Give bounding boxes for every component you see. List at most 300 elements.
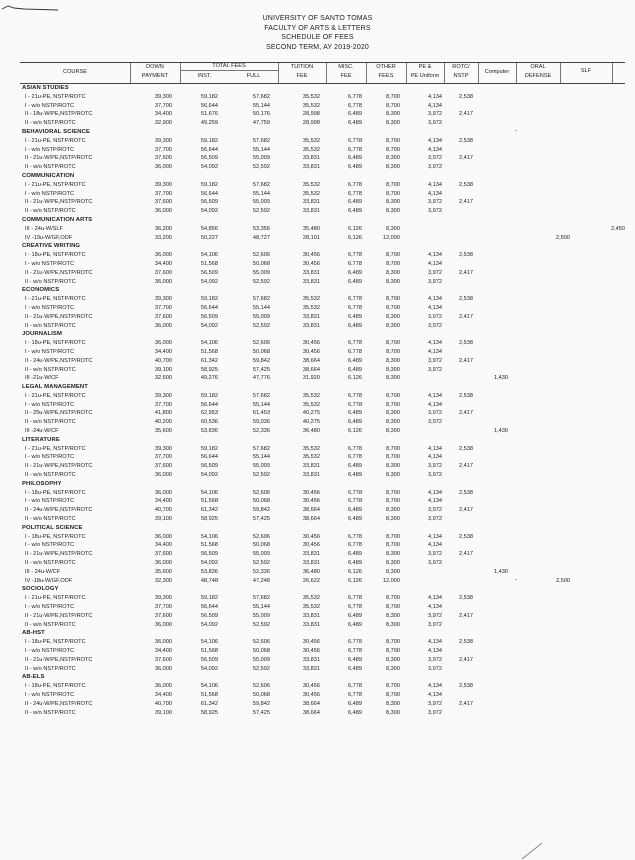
- table-row: [20, 418, 625, 427]
- tuition-fee-cell: 35,532: [302, 454, 320, 461]
- full-total-cell: 50,068: [252, 691, 270, 698]
- pe-uniform-cell: 3,972: [428, 199, 442, 206]
- pe-uniform-cell: 4,134: [428, 146, 442, 153]
- table-row: [20, 304, 625, 313]
- down-payment-cell: 36,000: [154, 340, 172, 347]
- misc-fee-cell: 6,778: [348, 691, 362, 698]
- installment-total-cell: 51,676: [200, 111, 218, 118]
- rotc-nstp-cell: 2,417: [459, 155, 473, 162]
- other-fees-cell: 8,300: [386, 700, 400, 707]
- course-cell: IV -19u-W/GF,ODF: [25, 234, 73, 241]
- full-total-cell: 55,009: [252, 155, 270, 162]
- section-heading: [20, 330, 625, 339]
- rotc-nstp-cell: 2,417: [459, 463, 473, 470]
- course-cell: II - w/o NSTP/ROTC: [25, 472, 76, 479]
- other-fees-cell: 8,300: [386, 419, 400, 426]
- installment-total-cell: 56,509: [200, 155, 218, 162]
- down-payment-cell: 37,600: [154, 463, 172, 470]
- other-fees-cell: 8,300: [386, 375, 400, 382]
- installment-total-cell: 56,509: [200, 199, 218, 206]
- installment-total-cell: 49,259: [200, 120, 218, 127]
- installment-total-cell: 54,106: [200, 683, 218, 690]
- other-fees-cell: 8,700: [386, 639, 400, 646]
- down-payment-cell: 34,400: [154, 691, 172, 698]
- full-total-cell: 52,592: [252, 164, 270, 171]
- full-total-cell: 52,592: [252, 665, 270, 672]
- col-inst: INST.: [197, 73, 212, 79]
- section-heading: [20, 242, 625, 251]
- other-fees-cell: 8,700: [386, 252, 400, 259]
- rotc-nstp-cell: 2,538: [459, 137, 473, 144]
- computer-fee-cell: 1,430: [494, 375, 508, 382]
- down-payment-cell: 39,300: [154, 392, 172, 399]
- pe-uniform-cell: 4,134: [428, 137, 442, 144]
- down-payment-cell: 37,600: [154, 313, 172, 320]
- down-payment-cell: 36,000: [154, 208, 172, 215]
- section-name: LEGAL MANAGEMENT: [22, 384, 88, 391]
- tuition-fee-cell: 30,456: [302, 691, 320, 698]
- course-cell: II - 24u-W/PE,NSTP/ROTC: [25, 700, 93, 707]
- down-payment-cell: 39,300: [154, 93, 172, 100]
- pe-uniform-cell: 4,134: [428, 648, 442, 654]
- rotc-nstp-cell: 2,417: [459, 313, 473, 320]
- installment-total-cell: 58,925: [200, 366, 218, 373]
- table-row: [20, 374, 625, 383]
- tuition-fee-cell: 38,664: [302, 357, 320, 364]
- installment-total-cell: 56,644: [200, 190, 218, 197]
- other-fees-cell: 8,700: [386, 392, 400, 399]
- down-payment-cell: 37,700: [154, 604, 172, 611]
- down-payment-cell: 32,600: [154, 375, 172, 382]
- table-row: [20, 550, 625, 559]
- misc-fee-cell: 6,778: [348, 489, 362, 496]
- full-total-cell: 50,068: [252, 542, 270, 549]
- tuition-fee-cell: 28,101: [302, 234, 320, 241]
- misc-fee-cell: 6,489: [348, 357, 362, 364]
- table-row: [20, 392, 625, 401]
- course-cell: II - w/o NSTP/ROTC: [25, 164, 76, 171]
- course-cell: II - w/o NSTP/ROTC: [25, 278, 76, 285]
- installment-total-cell: 59,182: [200, 137, 218, 144]
- full-total-cell: 52,606: [252, 340, 270, 347]
- rotc-nstp-cell: 2,538: [459, 296, 473, 303]
- pe-uniform-cell: 3,972: [428, 278, 442, 285]
- tuition-fee-cell: 33,831: [302, 612, 320, 619]
- course-cell: II - 21u-W/PE,NSTP/ROTC: [25, 551, 93, 558]
- installment-total-cell: 54,106: [200, 639, 218, 646]
- pe-uniform-cell: 3,972: [428, 208, 442, 215]
- tuition-fee-cell: 33,831: [302, 551, 320, 558]
- installment-total-cell: 62,953: [200, 410, 218, 417]
- faculty-name: FACULTY OF ARTS & LETTERS: [264, 24, 371, 32]
- course-cell: I - 21u-PE, NSTP/ROTC: [25, 137, 86, 144]
- other-fees-cell: 8,700: [386, 181, 400, 188]
- tuition-fee-cell: 30,456: [302, 683, 320, 690]
- installment-total-cell: 54,092: [200, 322, 218, 329]
- full-total-cell: 52,592: [252, 621, 270, 628]
- other-fees-cell: 8,300: [386, 428, 400, 435]
- table-row: [20, 489, 625, 498]
- pe-uniform-cell: 4,134: [428, 296, 442, 303]
- tuition-fee-cell: 28,998: [302, 111, 320, 118]
- course-cell: I - 18u-PE, NSTP/ROTC: [25, 533, 86, 540]
- installment-total-cell: 49,276: [200, 375, 218, 382]
- full-total-cell: 48,727: [252, 234, 270, 241]
- full-total-cell: 52,592: [252, 278, 270, 285]
- down-payment-cell: 34,400: [154, 260, 172, 267]
- tuition-fee-cell: 33,831: [302, 560, 320, 567]
- rotc-nstp-cell: 2,417: [459, 656, 473, 663]
- other-fees-cell: 12,000: [382, 577, 400, 584]
- other-fees-cell: 8,300: [386, 507, 400, 514]
- table-row: [20, 445, 625, 454]
- installment-total-cell: 51,568: [200, 348, 218, 355]
- down-payment-cell: 36,000: [154, 252, 172, 259]
- table-row: [20, 225, 625, 234]
- down-payment-cell: 36,000: [154, 278, 172, 285]
- tuition-fee-cell: 35,532: [302, 93, 320, 100]
- table-row: [20, 190, 625, 199]
- course-cell: IV -18u-W/GF,ODF: [25, 577, 73, 584]
- installment-total-cell: 54,092: [200, 621, 218, 628]
- tuition-fee-cell: 33,831: [302, 269, 320, 276]
- misc-fee-cell: 6,778: [348, 401, 362, 408]
- pe-uniform-cell: 3,972: [428, 366, 442, 373]
- table-row: [20, 559, 625, 568]
- down-payment-cell: 37,600: [154, 612, 172, 619]
- other-fees-cell: 8,700: [386, 340, 400, 347]
- other-fees-cell: 8,300: [386, 366, 400, 373]
- misc-fee-cell: 6,489: [348, 111, 362, 118]
- other-fees-cell: 8,300: [386, 568, 400, 575]
- other-fees-cell: 8,300: [386, 665, 400, 672]
- installment-total-cell: 56,644: [200, 401, 218, 408]
- tuition-fee-cell: 35,532: [302, 304, 320, 311]
- course-cell: II - w/o NSTP/ROTC: [25, 665, 76, 672]
- course-cell: II - 24u-W/PE,NSTP/ROTC: [25, 357, 93, 364]
- down-payment-cell: 32,300: [154, 577, 172, 584]
- other-fees-cell: 8,300: [386, 560, 400, 567]
- course-cell: I - 21u-PE, NSTP/ROTC: [25, 445, 86, 452]
- installment-total-cell: 51,568: [200, 260, 218, 267]
- misc-fee-cell: 6,778: [348, 683, 362, 690]
- tuition-fee-cell: 35,532: [302, 445, 320, 452]
- course-cell: I - w/o NSTP/ROTC: [25, 304, 75, 311]
- pe-uniform-cell: 4,134: [428, 260, 442, 267]
- full-total-cell: 50,068: [252, 348, 270, 355]
- pe-uniform-cell: 3,972: [428, 700, 442, 707]
- installment-total-cell: 56,644: [200, 604, 218, 611]
- course-cell: II - w/o NSTP/ROTC: [25, 621, 76, 628]
- rotc-nstp-cell: 2,417: [459, 357, 473, 364]
- installment-total-cell: 50,227: [200, 234, 218, 241]
- down-payment-cell: 37,600: [154, 269, 172, 276]
- table-row: [20, 691, 625, 700]
- table-row: [20, 638, 625, 647]
- misc-fee-cell: 6,778: [348, 639, 362, 646]
- rotc-nstp-cell: 2,538: [459, 93, 473, 100]
- course-cell: I - w/o NSTP/ROTC: [25, 146, 75, 153]
- table-row: [20, 119, 625, 128]
- down-payment-cell: 39,300: [154, 181, 172, 188]
- misc-fee-cell: 6,489: [348, 208, 362, 215]
- tuition-fee-cell: 38,664: [302, 700, 320, 707]
- pe-uniform-cell: 3,972: [428, 560, 442, 567]
- pe-uniform-cell: 4,134: [428, 93, 442, 100]
- course-cell: I - w/o NSTP/ROTC: [25, 102, 75, 109]
- course-cell: I - w/o NSTP/ROTC: [25, 260, 75, 267]
- full-total-cell: 59,842: [252, 357, 270, 364]
- down-payment-cell: 34,400: [154, 111, 172, 118]
- slf-cell: 2,450: [611, 225, 625, 232]
- pe-uniform-cell: 3,972: [428, 621, 442, 628]
- full-total-cell: 47,776: [252, 375, 270, 382]
- tuition-fee-cell: 33,831: [302, 199, 320, 206]
- full-total-cell: 59,036: [252, 419, 270, 426]
- other-fees-cell: 8,700: [386, 348, 400, 355]
- misc-fee-cell: 6,489: [348, 551, 362, 558]
- document-header: [0, 14, 635, 52]
- section-name: PHILOSOPHY: [22, 480, 62, 487]
- pe-uniform-cell: 4,134: [428, 102, 442, 109]
- pe-uniform-cell: 4,134: [428, 639, 442, 646]
- table-row: [20, 260, 625, 269]
- col-rotc-1: ROTC/: [452, 64, 470, 70]
- misc-fee-cell: 6,778: [348, 296, 362, 303]
- pe-uniform-cell: 3,972: [428, 551, 442, 558]
- table-row: [20, 594, 625, 603]
- table-row: [20, 154, 625, 163]
- course-cell: I - w/o NSTP/ROTC: [25, 348, 75, 355]
- installment-total-cell: 56,509: [200, 463, 218, 470]
- section-heading: [20, 673, 625, 682]
- full-total-cell: 59,842: [252, 700, 270, 707]
- installment-total-cell: 56,644: [200, 304, 218, 311]
- section-heading: [20, 436, 625, 445]
- col-oral-1: ORAL: [530, 64, 546, 70]
- misc-fee-cell: 6,778: [348, 304, 362, 311]
- course-cell: II - 18u-W/PE,NSTP/ROTC: [25, 111, 93, 118]
- other-fees-cell: 8,300: [386, 208, 400, 215]
- misc-fee-cell: 6,126: [348, 428, 362, 435]
- down-payment-cell: 36,000: [154, 683, 172, 690]
- pe-uniform-cell: 4,134: [428, 595, 442, 602]
- dash-mark: -: [515, 128, 517, 134]
- course-cell: I - 18u-PE, NSTP/ROTC: [25, 489, 86, 496]
- course-cell: I - w/o NSTP/ROTC: [25, 691, 75, 698]
- down-payment-cell: 37,700: [154, 190, 172, 197]
- computer-fee-cell: 1,430: [494, 428, 508, 435]
- full-total-cell: 57,682: [252, 595, 270, 602]
- course-cell: II - w/o NSTP/ROTC: [25, 120, 76, 127]
- misc-fee-cell: 6,489: [348, 313, 362, 320]
- col-misc-1: MISC.: [338, 64, 354, 70]
- course-cell: II - w/o NSTP/ROTC: [25, 560, 76, 567]
- other-fees-cell: 8,300: [386, 709, 400, 716]
- col-rotc-2: NSTP: [453, 73, 469, 79]
- pe-uniform-cell: 4,134: [428, 683, 442, 690]
- down-payment-cell: 36,000: [154, 665, 172, 672]
- other-fees-cell: 8,300: [386, 621, 400, 628]
- installment-total-cell: 56,509: [200, 313, 218, 320]
- tuition-fee-cell: 30,456: [302, 648, 320, 654]
- full-total-cell: 57,425: [252, 709, 270, 716]
- installment-total-cell: 59,182: [200, 296, 218, 303]
- tuition-fee-cell: 35,532: [302, 181, 320, 188]
- table-row: [20, 541, 625, 550]
- course-cell: II - w/o NSTP/ROTC: [25, 709, 76, 716]
- tuition-fee-cell: 30,456: [302, 252, 320, 259]
- down-payment-cell: 39,300: [154, 296, 172, 303]
- rotc-nstp-cell: 2,417: [459, 410, 473, 417]
- course-cell: I - 18u-PE, NSTP/ROTC: [25, 252, 86, 259]
- installment-total-cell: 53,836: [200, 568, 218, 575]
- tuition-fee-cell: 30,456: [302, 533, 320, 540]
- installment-total-cell: 54,092: [200, 665, 218, 672]
- other-fees-cell: 8,700: [386, 489, 400, 496]
- fee-table-body: [20, 84, 625, 717]
- tuition-fee-cell: 33,831: [302, 472, 320, 479]
- full-total-cell: 57,682: [252, 296, 270, 303]
- misc-fee-cell: 6,489: [348, 656, 362, 663]
- rotc-nstp-cell: 2,538: [459, 639, 473, 646]
- tuition-fee-cell: 33,831: [302, 656, 320, 663]
- down-payment-cell: 40,700: [154, 357, 172, 364]
- down-payment-cell: 36,000: [154, 560, 172, 567]
- misc-fee-cell: 6,489: [348, 507, 362, 514]
- col-pe-2: PE Uniform: [410, 73, 440, 79]
- section-heading: [20, 84, 625, 93]
- down-payment-cell: 34,400: [154, 542, 172, 549]
- misc-fee-cell: 6,126: [348, 375, 362, 382]
- down-payment-cell: 37,700: [154, 454, 172, 461]
- pe-uniform-cell: 3,972: [428, 120, 442, 127]
- tuition-fee-cell: 30,456: [302, 489, 320, 496]
- pe-uniform-cell: 4,134: [428, 181, 442, 188]
- down-payment-cell: 39,100: [154, 709, 172, 716]
- installment-total-cell: 61,342: [200, 357, 218, 364]
- other-fees-cell: 8,700: [386, 683, 400, 690]
- misc-fee-cell: 6,778: [348, 498, 362, 505]
- tuition-fee-cell: 35,532: [302, 296, 320, 303]
- full-total-cell: 53,356: [252, 225, 270, 232]
- other-fees-cell: 8,300: [386, 155, 400, 162]
- table-row: [20, 682, 625, 691]
- course-cell: I - w/o NSTP/ROTC: [25, 454, 75, 461]
- misc-fee-cell: 6,489: [348, 560, 362, 567]
- tuition-fee-cell: 33,831: [302, 155, 320, 162]
- pe-uniform-cell: 4,134: [428, 604, 442, 611]
- table-row: [20, 453, 625, 462]
- table-row: [20, 137, 625, 146]
- pe-uniform-cell: 4,134: [428, 190, 442, 197]
- full-total-cell: 57,682: [252, 93, 270, 100]
- down-payment-cell: 36,000: [154, 472, 172, 479]
- full-total-cell: 52,336: [252, 568, 270, 575]
- rotc-nstp-cell: 2,417: [459, 700, 473, 707]
- pe-uniform-cell: 4,134: [428, 340, 442, 347]
- full-total-cell: 55,009: [252, 551, 270, 558]
- down-payment-cell: 37,700: [154, 304, 172, 311]
- misc-fee-cell: 6,489: [348, 665, 362, 672]
- installment-total-cell: 56,644: [200, 102, 218, 109]
- tuition-fee-cell: 30,456: [302, 498, 320, 505]
- university-name: UNIVERSITY OF SANTO TOMAS: [262, 15, 373, 22]
- other-fees-cell: 8,700: [386, 102, 400, 109]
- down-payment-cell: 37,700: [154, 401, 172, 408]
- installment-total-cell: 56,644: [200, 454, 218, 461]
- pe-uniform-cell: 3,972: [428, 269, 442, 276]
- down-payment-cell: 35,600: [154, 428, 172, 435]
- table-row: [20, 322, 625, 331]
- rotc-nstp-cell: 2,538: [459, 392, 473, 399]
- misc-fee-cell: 6,778: [348, 454, 362, 461]
- table-row: [20, 612, 625, 621]
- misc-fee-cell: 6,778: [348, 340, 362, 347]
- installment-total-cell: 59,182: [200, 392, 218, 399]
- pe-uniform-cell: 3,972: [428, 709, 442, 716]
- rotc-nstp-cell: 2,417: [459, 111, 473, 118]
- table-row: [20, 506, 625, 515]
- other-fees-cell: 8,700: [386, 93, 400, 100]
- down-payment-cell: 33,200: [154, 234, 172, 241]
- course-cell: I - 21u-PE, NSTP/ROTC: [25, 181, 86, 188]
- misc-fee-cell: 6,778: [348, 190, 362, 197]
- tuition-fee-cell: 33,831: [302, 164, 320, 171]
- table-row: [20, 198, 625, 207]
- tuition-fee-cell: 35,480: [302, 225, 320, 232]
- installment-total-cell: 51,568: [200, 542, 218, 549]
- course-cell: I - 21u-PE, NSTP/ROTC: [25, 595, 86, 602]
- rotc-nstp-cell: 2,417: [459, 507, 473, 514]
- section-heading: [20, 524, 625, 533]
- misc-fee-cell: 6,489: [348, 419, 362, 426]
- pe-uniform-cell: 3,972: [428, 155, 442, 162]
- pe-uniform-cell: 4,134: [428, 252, 442, 259]
- other-fees-cell: 8,300: [386, 199, 400, 206]
- down-payment-cell: 34,400: [154, 348, 172, 355]
- tuition-fee-cell: 40,275: [302, 410, 320, 417]
- full-total-cell: 57,682: [252, 181, 270, 188]
- full-total-cell: 61,453: [252, 410, 270, 417]
- pe-uniform-cell: 4,134: [428, 401, 442, 408]
- rotc-nstp-cell: 2,538: [459, 445, 473, 452]
- misc-fee-cell: 6,778: [348, 392, 362, 399]
- misc-fee-cell: 6,489: [348, 463, 362, 470]
- full-total-cell: 52,606: [252, 639, 270, 646]
- pe-uniform-cell: 3,972: [428, 410, 442, 417]
- misc-fee-cell: 6,126: [348, 225, 362, 232]
- table-row: [20, 647, 625, 656]
- course-cell: I - w/o NSTP/ROTC: [25, 542, 75, 549]
- misc-fee-cell: 6,489: [348, 199, 362, 206]
- pe-uniform-cell: 4,134: [428, 348, 442, 355]
- section-name: JOURNALISM: [22, 331, 62, 338]
- full-total-cell: 52,592: [252, 322, 270, 329]
- col-other-2: FEES: [378, 73, 394, 79]
- pen-mark: [520, 842, 544, 860]
- course-cell: II - 21u-W/PE,NSTP/ROTC: [25, 656, 93, 663]
- other-fees-cell: 8,700: [386, 304, 400, 311]
- full-total-cell: 57,425: [252, 516, 270, 523]
- section-name: CREATIVE WRITING: [22, 243, 81, 250]
- section-name: BEHAVIORAL SCIENCE: [22, 128, 91, 135]
- down-payment-cell: 36,000: [154, 639, 172, 646]
- other-fees-cell: 8,300: [386, 472, 400, 479]
- other-fees-cell: 8,300: [386, 269, 400, 276]
- misc-fee-cell: 6,489: [348, 366, 362, 373]
- full-total-cell: 47,759: [252, 120, 270, 127]
